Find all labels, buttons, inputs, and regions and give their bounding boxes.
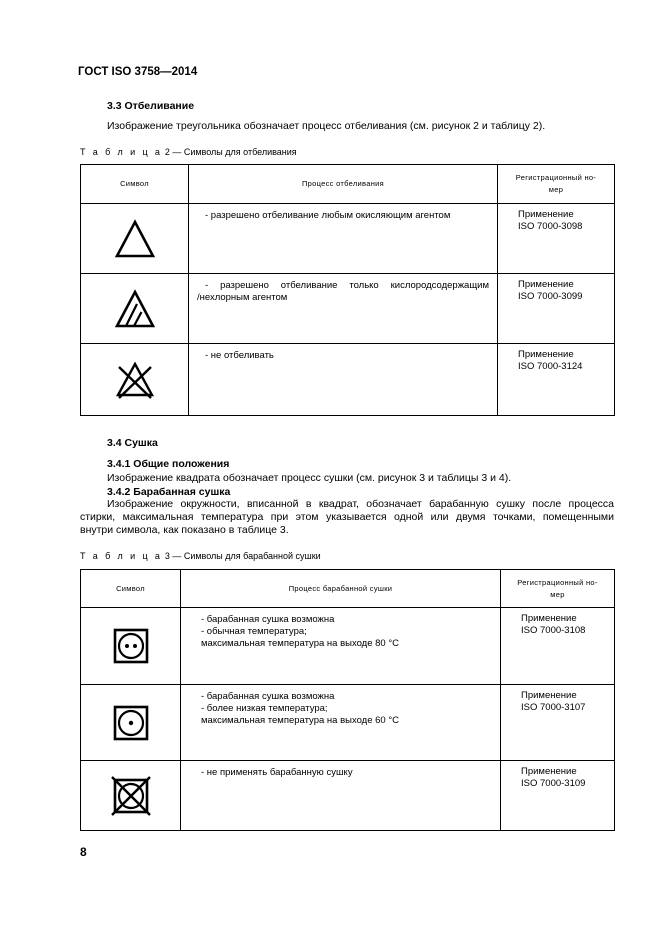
process-cell — [189, 274, 498, 344]
tumble-text-line1: Изображение окружности, вписанной в квадрат, обозначает барабанную сушку после процесса — [107, 498, 614, 510]
tumble-dry-low-icon — [113, 705, 149, 741]
registration-label: Применение — [518, 279, 574, 290]
process-text-line2: /нехлорным агентом — [197, 292, 288, 303]
process-text-line2: - более низкая температура; — [201, 703, 328, 714]
symbol-cell — [81, 761, 181, 831]
registration-code: ISO 7000-3099 — [518, 291, 583, 302]
process-text: - не применять барабанную сушку — [201, 767, 353, 778]
column-header-symbol: Символ — [81, 570, 181, 608]
table-bleaching-symbols — [80, 164, 615, 416]
registration-cell — [498, 274, 615, 344]
symbol-cell — [81, 344, 189, 416]
process-cell — [189, 344, 498, 416]
bleach-oxygen-only-icon — [113, 287, 157, 331]
page-number: 8 — [80, 845, 87, 859]
column-header-registration-line1: Регистрационный но- — [515, 173, 597, 182]
table-header-row — [81, 570, 615, 608]
table-header-row — [81, 165, 615, 204]
table-row — [81, 274, 615, 344]
section-heading-bleaching: 3.3 Отбеливание — [107, 100, 195, 112]
registration-cell — [501, 761, 615, 831]
column-header-registration-line1: Регистрационный но- — [517, 577, 598, 587]
tumble-text-line3: внутри символа, как показано в таблице 3. — [80, 524, 289, 536]
registration-label: Применение — [521, 690, 577, 701]
table2-caption — [80, 147, 297, 157]
column-header-process: Процесс барабанной сушки — [181, 570, 501, 608]
table-row — [81, 685, 615, 761]
registration-cell — [501, 685, 615, 761]
process-cell — [181, 685, 501, 761]
registration-code: ISO 7000-3108 — [521, 625, 586, 636]
column-header-registration — [501, 570, 615, 608]
symbol-cell — [81, 204, 189, 274]
process-text-line1: - барабанная сушка возможна — [201, 614, 335, 625]
tumble-text-line2: стирки, максимальная температура при этом указывается одной или двумя точками, помещенными — [80, 511, 614, 523]
column-header-registration — [498, 165, 615, 204]
process-text: - не отбеливать — [205, 350, 274, 361]
subsection-text-general: Изображение квадрата обозначает процесс сушки (см. рисунок 3 и таблицы 3 и 4). — [107, 472, 512, 484]
column-header-process: Процесс отбеливания — [189, 165, 498, 204]
symbol-cell — [81, 274, 189, 344]
symbol-cell — [81, 685, 181, 761]
subsection-text-tumble — [80, 498, 614, 537]
process-cell — [181, 761, 501, 831]
column-header-symbol: Символ — [81, 165, 189, 204]
registration-label: Применение — [521, 766, 577, 777]
table-row — [81, 608, 615, 685]
tumble-dry-normal-icon — [113, 628, 149, 664]
bleach-any-icon — [113, 217, 157, 261]
registration-label: Применение — [518, 209, 574, 220]
do-not-tumble-dry-icon — [109, 775, 153, 817]
table3-caption — [80, 551, 321, 561]
registration-cell — [498, 344, 615, 416]
table-tumble-drying-symbols — [80, 569, 615, 831]
process-text: - разрешено отбеливание любым окисляющим агентом — [205, 210, 451, 221]
process-text-line1: - барабанная сушка возможна — [201, 691, 335, 702]
document-header: ГОСТ ISO 3758—2014 — [78, 66, 198, 78]
column-header-registration-line2: мер — [550, 589, 565, 599]
section-text-bleaching: Изображение треугольника обозначает процесс отбеливания (см. рисунок 2 и таблицу 2). — [107, 120, 546, 132]
process-text-line2: - обычная температура; — [201, 626, 307, 637]
table3-caption-prefix: Т а б л и ц а — [80, 551, 163, 561]
registration-label: Применение — [518, 349, 574, 360]
column-header-registration-line2: мер — [548, 185, 564, 194]
process-cell — [181, 608, 501, 685]
do-not-bleach-icon — [113, 358, 157, 402]
table-row — [81, 204, 615, 274]
table3-caption-title: 3 — Символы для барабанной сушки — [164, 551, 321, 561]
process-text-line1: - разрешено отбеливание только кислородсодержащим — [205, 280, 489, 291]
section-heading-drying: 3.4 Сушка — [107, 437, 158, 449]
registration-cell — [501, 608, 615, 685]
process-cell — [189, 204, 498, 274]
symbol-cell — [81, 608, 181, 685]
table-row — [81, 761, 615, 831]
table-row — [81, 344, 615, 416]
registration-label: Применение — [521, 613, 577, 624]
registration-code: ISO 7000-3098 — [518, 221, 583, 232]
process-text-line3: максимальная температура на выходе 80 °С — [201, 638, 400, 649]
registration-code: ISO 7000-3107 — [521, 702, 586, 713]
table2-caption-title: 2 — Символы для отбеливания — [164, 147, 297, 157]
subsection-heading-tumble: 3.4.2 Барабанная сушка — [107, 486, 231, 498]
subsection-heading-general: 3.4.1 Общие положения — [107, 458, 230, 470]
table2-caption-prefix: Т а б л и ц а — [80, 147, 163, 157]
registration-code: ISO 7000-3124 — [518, 361, 583, 372]
registration-code: ISO 7000-3109 — [521, 778, 586, 789]
registration-cell — [498, 204, 615, 274]
process-text-line3: максимальная температура на выходе 60 °С — [201, 715, 400, 726]
